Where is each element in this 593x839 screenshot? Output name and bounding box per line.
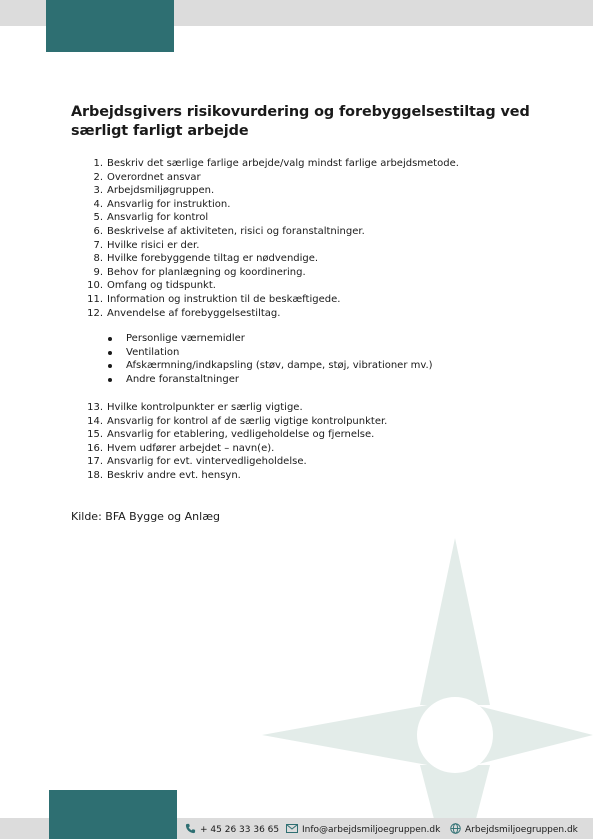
list-item [85,455,387,469]
list-item-number: 11. [87,293,103,305]
bullet-item-text: Afskærmning/indkapsling (støv, dampe, støj, vibrationer mv.) [126,360,433,372]
bullet-list-measures [108,332,433,386]
list-item-number: 18. [87,469,103,481]
list-item-text: Hvem udfører arbejdet – navn(e). [107,442,275,454]
list-item-text: Behov for planlægning og koordinering. [107,266,306,278]
list-item [85,401,387,415]
list-item [85,307,459,321]
list-item-text: Overordnet ansvar [107,171,201,183]
list-item-text: Anvendelse af forebyggelsestiltag. [107,307,281,319]
list-item-text: Beskriv andre evt. hensyn. [107,469,241,481]
list-item [85,266,459,280]
list-item-number: 5. [93,212,103,224]
list-item [85,225,459,239]
list-item [85,279,459,293]
footer-website[interactable] [450,823,578,837]
footer-accent-block [49,790,177,839]
list-item-text: Hvilke forebyggende tiltag er nødvendige. [107,253,319,265]
list-item [85,239,459,253]
list-item-text: Ansvarlig for instruktion. [107,198,231,210]
bullet-dot-icon [108,378,112,382]
list-item-text: Information og instruktion til de beskæftigede. [107,293,341,305]
list-item-number: 6. [93,225,103,237]
bullet-item [108,346,433,360]
website-url: Arbejdsmiljoegruppen.dk [465,825,578,835]
bullet-dot-icon [108,337,112,341]
bullet-item [108,359,433,373]
numbered-list-part-2 [85,401,387,483]
mail-icon [286,824,298,836]
list-item-text: Ansvarlig for etablering, vedligeholdelse og fjernelse. [107,429,375,441]
list-item [85,293,459,307]
list-item [85,428,387,442]
list-item-number: 12. [87,307,103,319]
list-item-text: Hvilke kontrolpunkter er særlig vigtige. [107,402,303,413]
list-item-number: 1. [93,158,103,169]
list-item-text: Ansvarlig for evt. vintervedligeholdelse. [107,456,307,468]
document-title: Arbejdsgivers risikovurdering og forebyggelsestiltag ved særligt farligt arbejde [71,104,530,139]
bullet-item [108,332,433,346]
list-item-number: 13. [87,402,103,413]
bullet-item-text: Andre foranstaltninger [126,373,239,385]
list-item [85,415,387,429]
list-item-number: 16. [87,442,103,454]
list-item-text: Beskrivelse af aktiviteten, risici og foranstaltninger. [107,225,365,237]
list-item [85,198,459,212]
list-item-text: Ansvarlig for kontrol [107,212,209,224]
list-item-text: Arbejdsmiljøgruppen. [107,185,215,197]
list-item [85,184,459,198]
bullet-item-text: Personlige værnemidler [126,333,245,344]
list-item [85,469,387,483]
list-item-number: 3. [93,185,103,197]
bullet-item [108,373,433,387]
footer-email[interactable] [286,823,440,837]
list-item [85,252,459,266]
bullet-dot-icon [108,364,112,368]
list-item-number: 2. [93,171,103,183]
list-item-number: 17. [87,456,103,468]
list-item-number: 7. [93,239,103,251]
bullet-item-text: Ventilation [126,346,180,358]
bullet-dot-icon [108,351,112,355]
phone-number: + 45 26 33 36 65 [200,825,280,835]
list-item-text: Ansvarlig for kontrol af de særlig vigtige kontrolpunkter. [107,415,388,427]
list-item [85,157,459,171]
source-note: Kilde: BFA Bygge og Anlæg [71,510,220,523]
phone-icon [185,823,196,837]
numbered-list-part-1 [85,157,459,320]
list-item-number: 9. [93,266,103,278]
list-item-text: Hvilke risici er der. [107,239,200,251]
list-item-number: 10. [87,280,103,292]
list-item-number: 4. [93,198,103,210]
list-item [85,171,459,185]
list-item-number: 8. [93,253,103,265]
list-item [85,442,387,456]
list-item-number: 14. [87,415,103,427]
list-item-number: 15. [87,429,103,441]
list-item-text: Beskriv det særlige farlige arbejde/valg mindst farlige arbejdsmetode. [107,158,459,169]
email-address: Info@arbejdsmiljoegruppen.dk [302,825,441,835]
globe-icon [450,823,461,837]
list-item-text: Omfang og tidspunkt. [107,280,216,292]
footer-phone[interactable] [185,823,279,837]
list-item [85,211,459,225]
